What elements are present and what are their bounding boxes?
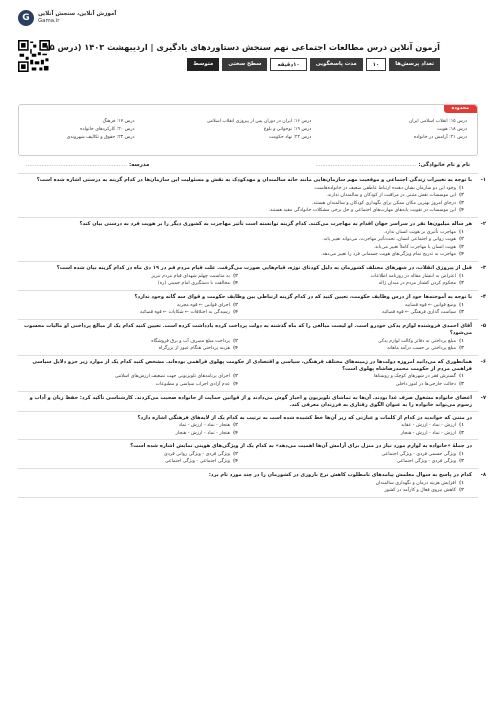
- option-number: ۲): [232, 302, 238, 308]
- question: [18, 356, 486, 392]
- question-text: با توجه به آموخته‌ها خود از درس وظایف حکومت، تعیین کنید که در کدام گزینه ارتباطی بین وظایف حکومت و قوای سه گانه وجود ندارد؟: [134, 294, 472, 301]
- option-number: ۴): [232, 310, 238, 316]
- option-list: [22, 451, 474, 466]
- option-text: ویژگی اجتماعی - ویژگی اجتماعی: [164, 459, 230, 465]
- option-text: ارزش - نماد - ارزش - عقاید: [400, 423, 456, 429]
- answer-option[interactable]: [248, 422, 464, 430]
- question-number: ۷-: [480, 394, 486, 401]
- option-number: ۱): [458, 302, 464, 308]
- option-list: [22, 302, 474, 317]
- option-text: درجای امروز بهترین مکان ممکن برای نگهداری کودکان و سالمندان هستند.: [311, 200, 456, 206]
- option-text: گسترش فقر در شهرهای کوچک و روستاها: [373, 374, 456, 380]
- option-number: ۲): [232, 374, 238, 380]
- option-text: پرداخت مبلغ مصرف آب و برق فروشگاه: [151, 338, 230, 344]
- question: [18, 291, 486, 320]
- question-text: در متنی که خواندید در کدام از کلمات و عبارتی که زیر آن‌ها خط کشیده شده است به ترتیب به کدام یک از لایه‌های فرهنگی اشاره دارد؟: [137, 414, 472, 421]
- answer-option[interactable]: [248, 281, 464, 289]
- difficulty-value: متوسط: [187, 58, 219, 71]
- answer-option[interactable]: [22, 430, 238, 438]
- question-text: اعضای خانواده مشغول صرف غذا بودند. آن‌ها به تماشای تلویزیون و اخبار گوش می‌دادند و از قوانین حمایت از خانواده صحبت می‌کردند. کارشناسی تأکید کرد: حفظ زبان و آداب و رسوم می‌تواند خانواده را به عنوان الگوی رفتاری به فرزندان معرفی کند.: [29, 394, 472, 408]
- option-number: ۲): [458, 488, 464, 494]
- duration-label: مدت پاسخگویی: [310, 58, 363, 71]
- name-dots: ...........................................................: [315, 162, 417, 168]
- scope-item: درس ۱۸: هویت: [437, 127, 467, 133]
- option-text: سیاست گذاری فرهنگی ← قوه قضائیه: [382, 310, 456, 316]
- answer-option[interactable]: [22, 310, 238, 318]
- option-text: اعتراض به انتشار مقاله در روزنامه اطلاعات: [370, 273, 456, 279]
- option-list: [22, 273, 474, 288]
- question: [18, 440, 478, 469]
- answer-option[interactable]: [22, 200, 464, 208]
- option-list: [22, 185, 474, 215]
- brand-site: Gama.ir: [38, 18, 60, 25]
- question-text: کدام در پاسخ به سوال معلمش پیامدهای نامطلوب کاهش نرخ باروری در کشورمان را در چند مورد نام برد:: [208, 472, 472, 479]
- option-number: ۳): [458, 310, 464, 316]
- question-number: ۶-: [480, 358, 486, 365]
- option-text: محکوم کردن کشتار مردم در میدان ژاله: [378, 281, 456, 287]
- option-text: ویژگی جسمی فردی - ویژگی اجتماعی: [381, 451, 456, 457]
- brand: [18, 10, 116, 26]
- option-list: [22, 422, 474, 437]
- question-number: ۳-: [480, 265, 486, 272]
- option-text: مبلغ پرداختی به دفاتر وکالت لوازم یدکی: [377, 338, 456, 344]
- option-number: ۴): [232, 346, 238, 352]
- option-number: ۴): [232, 281, 238, 287]
- exam-info-bar: [187, 58, 440, 71]
- option-number: ۴): [232, 430, 238, 436]
- question-text: آقای احمدی فروشنده لوازم یدکی خودرو است. او لیست مبالغی را که ماه گذشته به دولت پرداخت کرده یادداشت کرده است. تعیین کنید کدام یک از مبالغ پرداختی او مالیات محسوب می‌شود؟: [24, 323, 472, 337]
- option-text: هزینه پرداختی هنگام عبور از بزرگراه: [158, 346, 230, 352]
- question-text: با توجه به تغییرات زندگی اجتماعی و موقعیت مهم سازمان‌هایی مانند خانه سالمندان و مهدکودک به نقش و مسئولیت این سازمان‌ها در کدام گزینه به درستی اشاره شده است؟: [36, 177, 472, 184]
- answer-option[interactable]: [22, 252, 464, 260]
- answer-option[interactable]: [22, 193, 464, 201]
- option-number: ۲): [232, 423, 238, 429]
- answer-option[interactable]: [22, 338, 238, 346]
- option-text: مخالفت با دستگیری امام خمینی (ره): [157, 281, 230, 287]
- scope-item: درس ۲۱: آرامش در خانواده: [413, 135, 467, 141]
- question: [18, 469, 486, 498]
- question-number: ۲-: [480, 221, 486, 228]
- question: [18, 262, 486, 291]
- option-text: افزایش هزینه درمان و نگهداری سالمندان: [375, 480, 456, 486]
- option-list: [22, 229, 474, 259]
- option-text: عدم آزادی احزاب سیاسی و مطبوعات: [155, 381, 230, 387]
- option-number: ۴): [458, 252, 464, 258]
- option-number: ۱): [458, 451, 464, 457]
- option-number: ۳): [458, 381, 464, 387]
- answer-option[interactable]: [22, 451, 238, 459]
- question: [18, 320, 486, 356]
- option-text: ارزش - نماد - ارزش - هنجار: [400, 430, 456, 436]
- scope-item: درس ۱۵: انقلاب اسلامی ایران: [408, 119, 467, 124]
- answer-option[interactable]: [248, 451, 464, 459]
- question-number: ۵-: [480, 323, 486, 330]
- answer-option[interactable]: [22, 459, 238, 467]
- question: [18, 174, 486, 218]
- answer-option[interactable]: [22, 381, 238, 389]
- option-text: این موسسات در تقویت پایه‌های مهارت‌های اجتماعی و حل برخی مشکلات خانوادگی مفید هستند.: [268, 208, 456, 214]
- option-text: ویژگی فردی - ویژگی اجتماعی: [396, 459, 456, 465]
- answer-option[interactable]: [22, 374, 238, 382]
- option-text: مهاجرت تأثیری بر هویت انسان ندارد.: [383, 229, 456, 235]
- answer-option[interactable]: [248, 345, 464, 353]
- option-number: ۳): [458, 430, 464, 436]
- question-number: ۸-: [480, 472, 486, 479]
- answer-option[interactable]: [248, 338, 464, 346]
- option-number: ۳): [458, 459, 464, 465]
- option-number: ۱): [458, 229, 464, 235]
- answer-option[interactable]: [248, 381, 464, 389]
- option-text: به مناسبت چهلم شهدای قیام مردم تبریز: [151, 273, 230, 279]
- question: [18, 392, 486, 412]
- option-text: ویژگی فردی - ویژگی روانی فردی: [164, 451, 230, 457]
- answer-option[interactable]: [22, 208, 464, 216]
- option-text: وجود این دو سازمان نشان دهنده ارتباط عاطفی ضعیف در خانواده‌هاست.: [313, 185, 456, 191]
- answer-option[interactable]: [248, 310, 464, 318]
- header: [18, 10, 478, 96]
- question-list: [18, 173, 486, 498]
- answer-option[interactable]: [22, 302, 238, 310]
- scope-box: [18, 104, 478, 156]
- option-text: هنجار - نماد - ارزش - هنجار: [175, 430, 230, 436]
- question-number: ۴-: [480, 294, 486, 301]
- option-text: اجرای برنامه‌های تلویزیونی جهت تضعیف ارزش‌های اسلامی: [114, 374, 230, 380]
- answer-option[interactable]: [248, 302, 464, 310]
- student-info-line: [18, 162, 478, 169]
- exam-title: آزمون آنلاین درس مطالعات اجتماعی نهم سنجش دستاوردهای یادگیری | اردیبهشت ۱۴۰۳ (درس ۱۵: [44, 42, 440, 52]
- option-number: ۳): [458, 244, 464, 250]
- option-number: ۲): [458, 193, 464, 199]
- option-number: ۱): [458, 185, 464, 191]
- option-number: ۳): [458, 281, 464, 287]
- option-text: این موسسات نقش مثبتی در مراقبت از کودکان و سالمندان ندارند.: [326, 193, 456, 199]
- brand-name: آموزش آنلاین، سنجش آنلاین: [38, 10, 117, 17]
- scope-item: درس ۱۶: ایران در دوران پس از پیروزی انقلاب اسلامی: [206, 119, 312, 124]
- question-count-label: تعداد پرسش‌ها: [389, 58, 440, 71]
- answer-option[interactable]: [22, 480, 464, 488]
- school-dots: ...........................................................: [26, 162, 128, 168]
- option-number: ۱): [458, 423, 464, 429]
- option-number: ۴): [458, 208, 464, 214]
- question-text: قبل از پیروزی انقلاب، در شهرهای مختلف کشورمان به دلیل کودتای نوژه، قیام‌هایی صورت می‌گرفت. علت قیام مردم قم در ۱۹ دی ماه در کدام گزینه بیان شده است؟: [56, 265, 472, 272]
- option-text: اجرای قوانین ← قوه مجریه: [177, 302, 230, 308]
- scope-item: درس ۲۲: نهاد حکومت: [269, 135, 312, 141]
- option-number: ۲): [232, 273, 238, 279]
- option-text: مهاجرت به تدریج تمام ویژگی‌های هویت جسمانی فرد را تغییر می‌دهد.: [321, 252, 456, 258]
- option-number: ۳): [458, 200, 464, 206]
- option-number: ۱): [458, 338, 464, 344]
- answer-option[interactable]: [22, 229, 464, 237]
- option-list: [22, 480, 474, 495]
- option-number: ۴): [232, 381, 238, 387]
- option-text: هویت انسان با مهاجرت کاملاً تغییر می‌یابد.: [373, 244, 456, 250]
- scope-tag: محدوده: [444, 105, 477, 113]
- answer-option[interactable]: [22, 345, 238, 353]
- answer-option[interactable]: [248, 459, 464, 467]
- question-number: ۱-: [480, 177, 486, 184]
- scope-item: درس ۱۷: فرهنگ: [102, 119, 135, 124]
- question-text: در جملهٔ «خانواده به لوازم مورد نیاز در منزل برای آرامش آن‌ها اهمیت می‌دهد» به کدام یک از ویژگی‌های هویتی نمایش اشاره شده است؟: [130, 443, 472, 450]
- difficulty-label: سطح سختی: [222, 58, 267, 71]
- answer-option[interactable]: [22, 185, 464, 193]
- option-number: ۴): [232, 459, 238, 465]
- answer-option[interactable]: [248, 374, 464, 382]
- option-list: [22, 338, 474, 353]
- option-number: ۲): [232, 451, 238, 457]
- option-text: هویت روانی و اجتماعی انسان، تحت‌تأثیر مهاجرت، می‌تواند تغییر یابد.: [322, 237, 456, 243]
- school-label: مدرسه:: [129, 162, 150, 168]
- option-number: ۱): [458, 273, 464, 279]
- option-number: ۲): [458, 237, 464, 243]
- option-number: ۱): [458, 374, 464, 380]
- option-number: ۲): [232, 338, 238, 344]
- scope-item: درس ۲۰: کارکردهای خانواده: [80, 127, 135, 133]
- answer-option[interactable]: [22, 281, 238, 289]
- answer-option[interactable]: [248, 430, 464, 438]
- question: [18, 412, 478, 441]
- option-text: مبلغ پرداختی بر حسب درآمد ماهانه: [387, 346, 456, 352]
- option-text: هنجار - نماد - ارزش - نماد: [178, 423, 230, 429]
- question-text: هر ساله میلیون‌ها نفر در سراسر جهان اقدام به مهاجرت می‌کنند. کدام گزینه توانسته است تأثیر مهاجرت به کشوری دیگر را بر هویت فرد به درستی بیان کند؟: [79, 221, 472, 228]
- scope-item: درس ۱۹: نوجوانی و بلوغ: [263, 127, 312, 133]
- answer-option[interactable]: [22, 488, 464, 496]
- answer-option[interactable]: [22, 273, 238, 281]
- option-text: رسیدگی به اختلافات ← شکایات ← قوه قضائیه: [139, 310, 230, 316]
- option-number: ۳): [458, 346, 464, 352]
- duration-value: ۱۰دقیقه: [270, 58, 306, 71]
- option-text: وضع قوانین ← قوه قضاییه: [405, 302, 456, 308]
- answer-option[interactable]: [22, 244, 464, 252]
- gama-logo-icon: G: [18, 10, 34, 26]
- answer-option[interactable]: [22, 422, 238, 430]
- option-text: کاهش نیروی فعال و کارآمد در کشور: [384, 488, 456, 494]
- option-list: [22, 374, 474, 389]
- scope-item: درس ۲۳: حقوق و تکالیف شهروندی: [66, 135, 135, 141]
- answer-option[interactable]: [248, 273, 464, 281]
- option-number: ۱): [458, 480, 464, 486]
- name-label: نام و نام خانوادگی:: [418, 162, 470, 168]
- option-text: دخالت خارجی‌ها در امور داخلی: [395, 381, 456, 387]
- answer-option[interactable]: [22, 237, 464, 245]
- scope-list: [29, 119, 467, 142]
- question-count-value: ۱۰: [366, 58, 387, 71]
- question: [18, 218, 486, 262]
- question-text: همانطوری که می‌دانید امروزه دولت‌ها در زمینه‌های مختلف فرهنگی، سیاسی و اقتصادی از حکومت پهلوی فراهمی بوده‌اند. مشخص کنید کدام یک از موارد زیر جزو دلایل سیاسی فراهمی مردم از حکومت محمدرضاشاه پهلوی است؟: [32, 358, 472, 372]
